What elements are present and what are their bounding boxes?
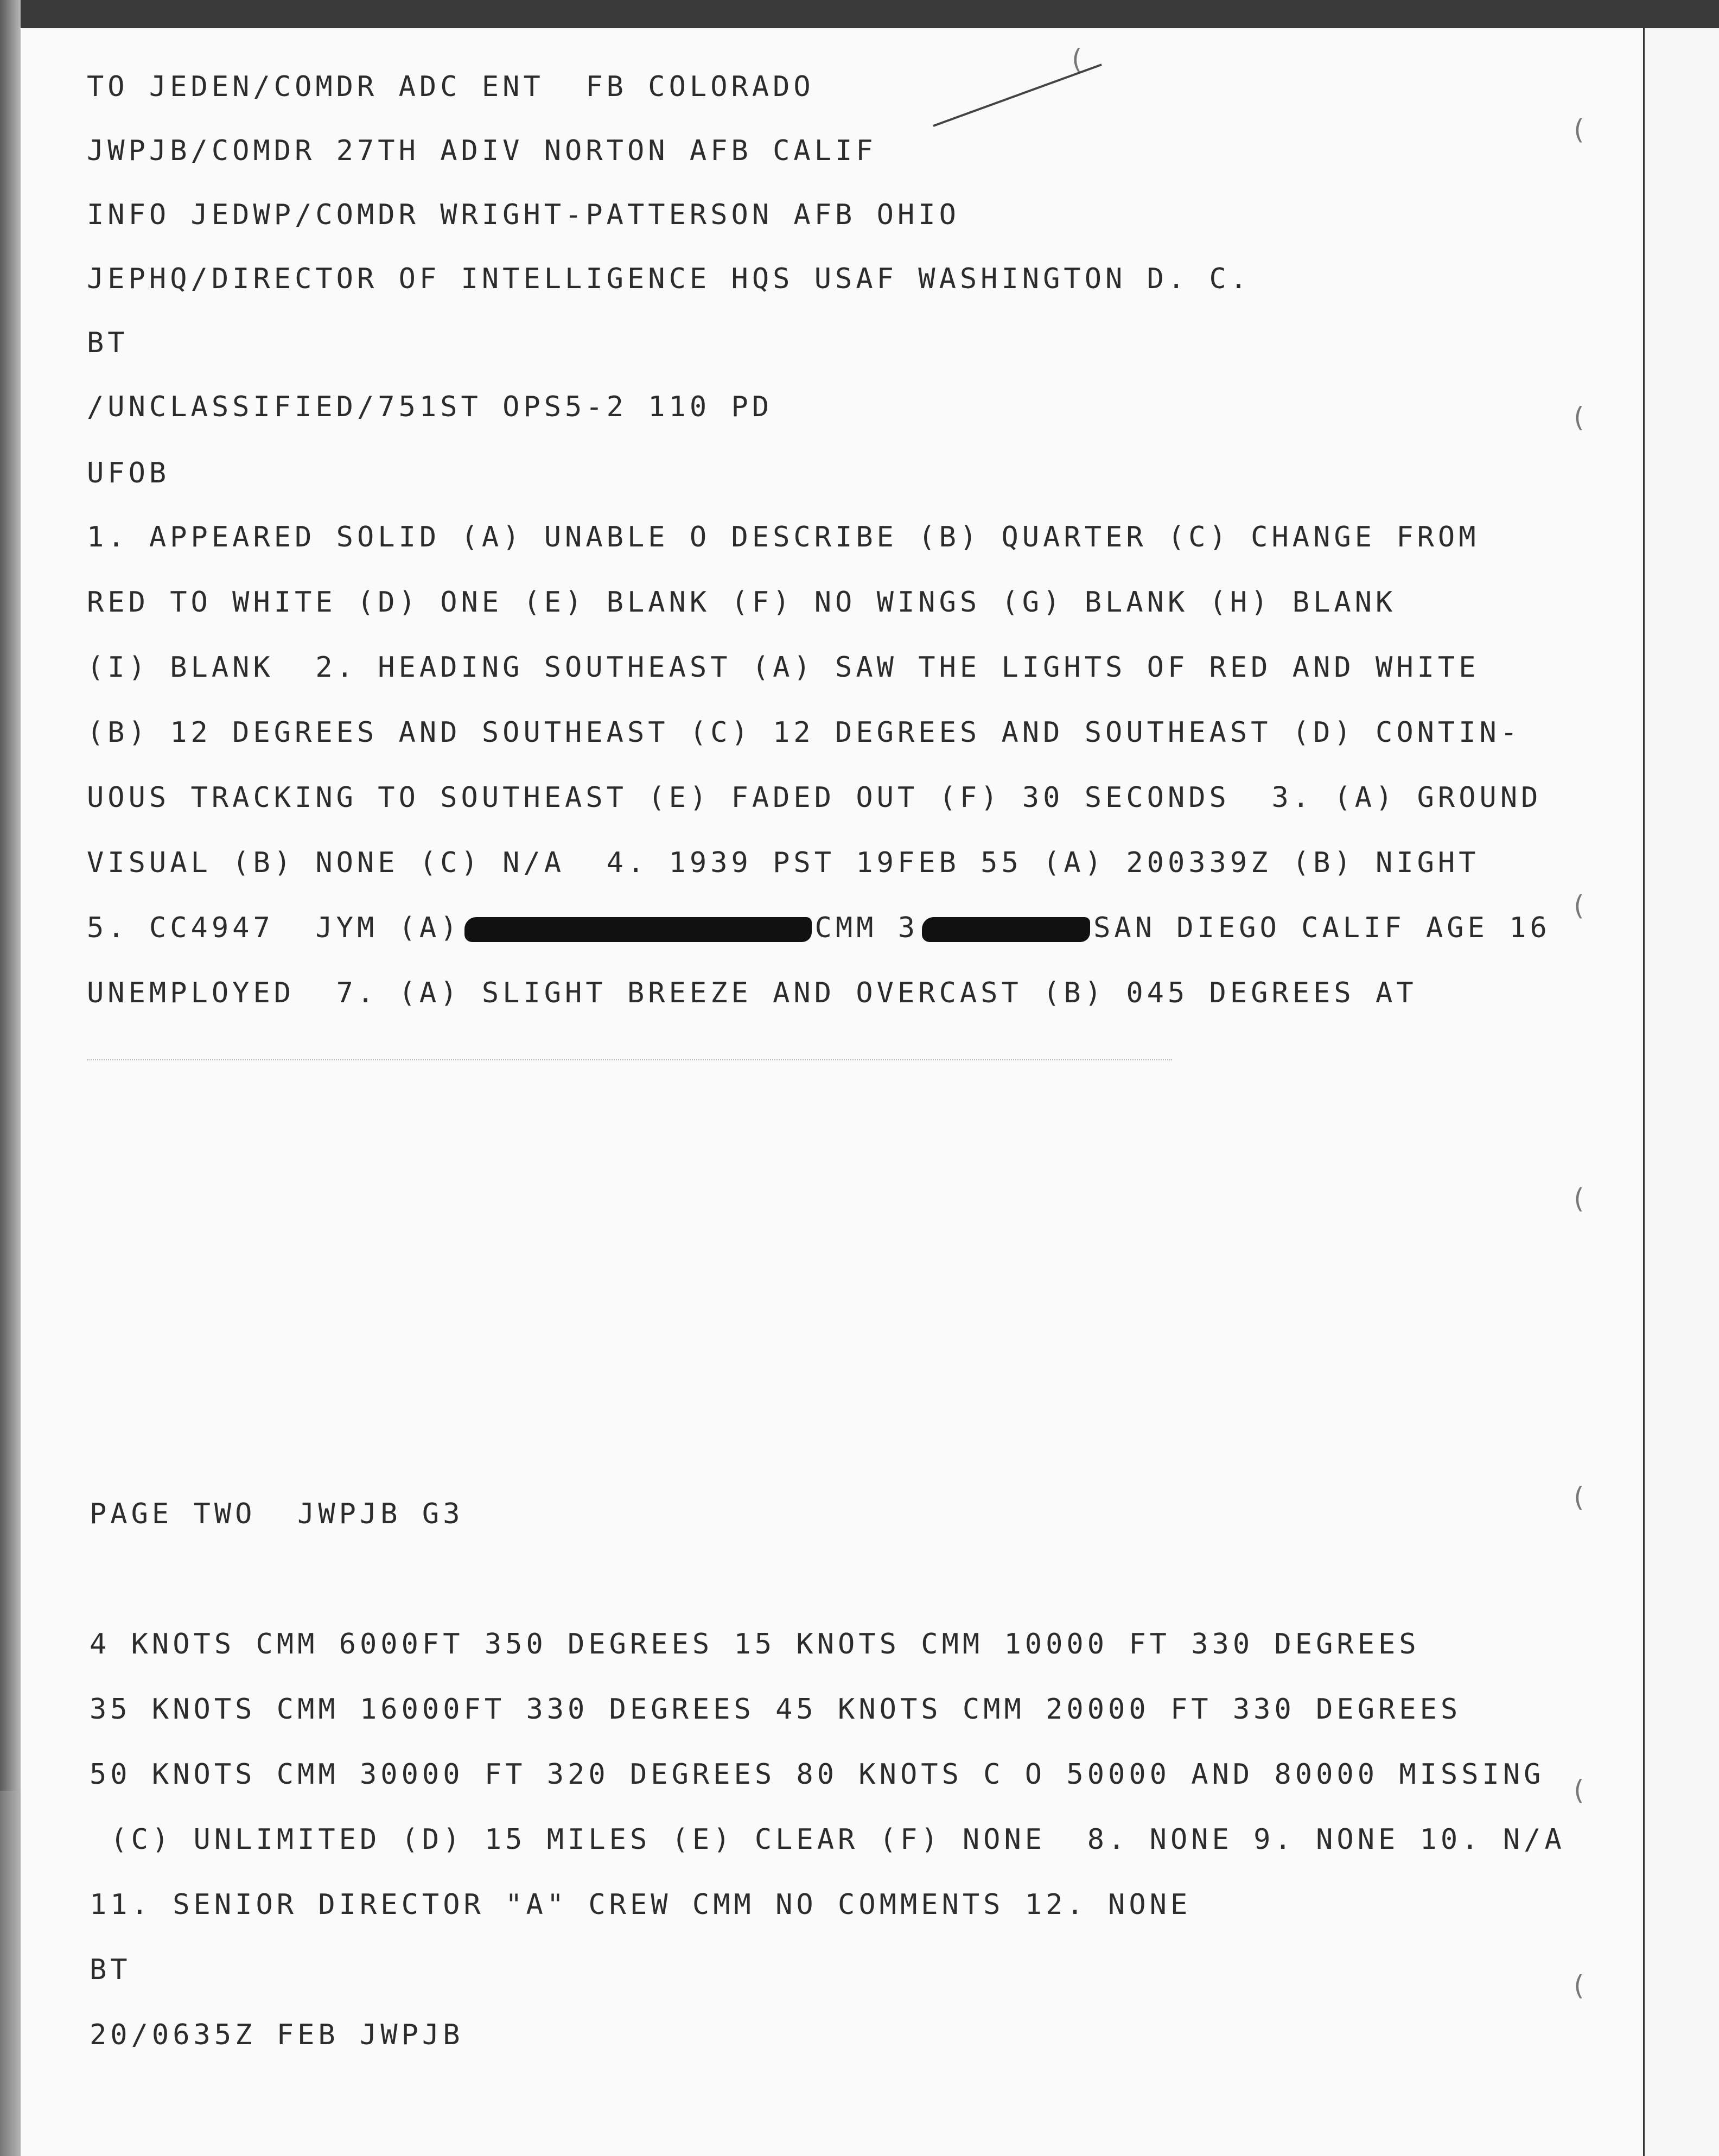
paren-mark: ( (1574, 402, 1584, 433)
film-edge-top (0, 0, 1719, 28)
page-two-line-2: 35 KNOTS CMM 16000FT 330 DEGREES 45 KNOTS CMM 20000 FT 330 DEGREES (90, 1693, 1462, 1726)
header-line-info: INFO JEDWP/COMDR WRIGHT-PATTERSON AFB OHIO (87, 199, 960, 231)
header-line-to: TO JEDEN/COMDR ADC ENT FB COLORADO (87, 71, 814, 103)
header-line-classification: /UNCLASSIFIED/751ST OPS5-2 110 PD (87, 391, 773, 423)
header-line-jephq: JEPHQ/DIRECTOR OF INTELLIGENCE HQS USAF WASHINGTON D. C. (87, 263, 1251, 295)
page-two-line-1: 4 KNOTS CMM 6000FT 350 DEGREES 15 KNOTS CMM 10000 FT 330 DEGREES (90, 1628, 1420, 1661)
paren-mark: ( (1574, 1183, 1584, 1214)
body-line-4: (B) 12 DEGREES AND SOUTHEAST (C) 12 DEGREES AND SOUTHEAST (D) CONTIN- (87, 716, 1521, 749)
page-two-line-4: (C) UNLIMITED (D) 15 MILES (E) CLEAR (F) NONE 8. NONE 9. NONE 10. N/A (90, 1823, 1565, 1856)
body-line-1: 1. APPEARED SOLID (A) UNABLE O DESCRIBE (B) QUARTER (C) CHANGE FROM (87, 521, 1480, 554)
redacted-line-prefix: 5. CC4947 JYM (A) (87, 912, 461, 944)
body-line-2: RED TO WHITE (D) ONE (E) BLANK (F) NO WINGS (G) BLANK (H) BLANK (87, 586, 1397, 619)
paren-mark: ( (1072, 43, 1083, 75)
redacted-line-middle: CMM 3 (814, 912, 919, 944)
page-two-line-5: 11. SENIOR DIRECTOR "A" CREW CMM NO COMMENTS 12. NONE (90, 1888, 1192, 1921)
page-two-line-bt: BT (90, 1954, 131, 1986)
paren-mark: ( (1574, 1481, 1584, 1513)
page-two-line-3: 50 KNOTS CMM 30000 FT 320 DEGREES 80 KNOTS C O 50000 AND 80000 MISSING (90, 1758, 1545, 1791)
redacted-line-suffix: SAN DIEGO CALIF AGE 16 (1093, 912, 1551, 944)
body-line-5: UOUS TRACKING TO SOUTHEAST (E) FADED OUT (F) 30 SECONDS 3. (A) GROUND (87, 781, 1542, 814)
header-line-bt: BT (87, 327, 129, 359)
header-line-jwpjb: JWPJB/COMDR 27TH ADIV NORTON AFB CALIF (87, 135, 877, 167)
body-line-8: UNEMPLOYED 7. (A) SLIGHT BREEZE AND OVERCAST (B) 045 DEGREES AT (87, 977, 1417, 1009)
redaction-bar-address (922, 917, 1090, 942)
body-line-3: (I) BLANK 2. HEADING SOUTHEAST (A) SAW THE LIGHTS OF RED AND WHITE (87, 651, 1480, 684)
body-line-redacted (87, 912, 1551, 944)
page-two-header: PAGE TWO JWPJB G3 (90, 1498, 464, 1530)
paren-mark: ( (1574, 1970, 1584, 2001)
faint-separator (87, 1059, 1172, 1061)
paren-mark: ( (1574, 1775, 1584, 1806)
sheet-margin-strip (1645, 28, 1719, 2156)
paren-mark: ( (1574, 890, 1584, 921)
header-line-ufob: UFOB (87, 457, 170, 489)
redaction-bar-name (464, 917, 812, 942)
paren-mark: ( (1574, 114, 1584, 145)
body-line-6: VISUAL (B) NONE (C) N/A 4. 1939 PST 19FEB 55 (A) 200339Z (B) NIGHT (87, 847, 1480, 879)
page-two-line-dtg: 20/0635Z FEB JWPJB (90, 2019, 464, 2051)
